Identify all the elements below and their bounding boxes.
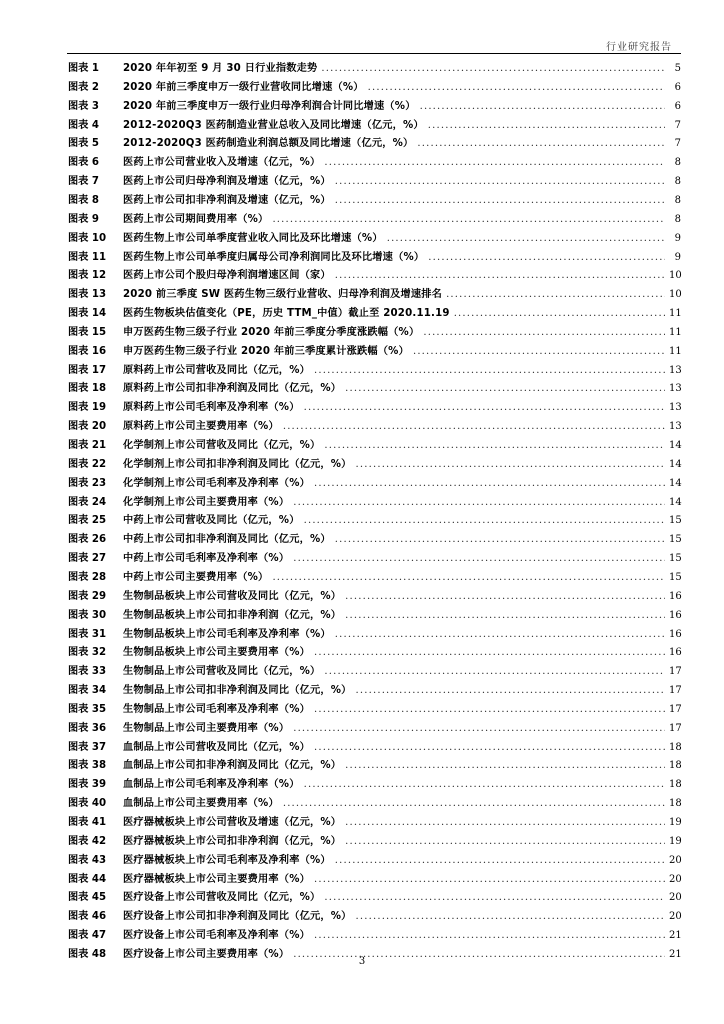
toc-entry-page: 14 [669,496,682,508]
toc-dot-leader [368,81,665,95]
toc-entry-title: 医疗器械板块上市公司毛利率及净利率（%） [123,854,331,866]
toc-entry-title: 2020 前三季度 SW 医药生物三级行业营收、归母净利润及增速排名 [123,289,443,301]
toc-dot-leader [335,175,665,189]
toc-entry-label: 图表 20 [68,421,107,433]
toc-entry-page: 14 [669,477,682,489]
toc-entry[interactable] [68,586,681,604]
toc-entry-label: 图表 29 [68,590,107,602]
toc-entry-page: 13 [669,421,682,433]
toc-entry-label: 图表 45 [68,892,107,904]
toc-entry-title: 2012-2020Q3 医药制造业利润总额及同比增速（亿元，%） [123,138,414,150]
toc-entry-page: 11 [669,326,682,338]
toc-entry-page: 19 [669,835,682,847]
toc-dot-leader [324,156,665,170]
toc-dot-leader [428,119,665,133]
toc-dot-leader [314,873,665,887]
toc-entry[interactable] [68,661,681,679]
toc-entry-title: 医疗设备上市公司主要费用率（%） [123,948,290,960]
toc-entry[interactable] [68,247,681,265]
toc-entry-page: 6 [674,100,681,112]
toc-entry-title: 医药上市公司期间费用率（%） [123,213,269,225]
toc-entry-label: 图表 23 [68,477,107,489]
toc-entry-label: 图表 1 [68,63,100,74]
toc-entry-title: 医药上市公司营业收入及增速（亿元，%） [123,157,321,169]
toc-entry[interactable] [68,265,681,283]
toc-entry[interactable] [68,152,681,170]
toc-entry-title: 化学制剂上市公司主要费用率（%） [123,496,290,508]
toc-entry-title: 医疗设备上市公司毛利率及净利率（%） [123,930,310,942]
toc-dot-leader [356,684,665,698]
toc-entry[interactable] [68,115,681,133]
toc-entry[interactable] [68,322,681,340]
toc-entry-title: 医药生物上市公司单季度营业收入同比及环比增速（%） [123,232,383,244]
toc-entry-page: 7 [674,138,681,150]
toc-entry-label: 图表 3 [68,100,100,112]
toc-entry-page: 16 [669,628,682,640]
toc-entry-page: 17 [669,685,682,697]
toc-entry[interactable] [68,473,681,491]
toc-dot-leader [314,703,665,717]
toc-entry-title: 原料药上市公司扣非净利润及同比（亿元，%） [123,383,342,395]
toc-entry-label: 图表 35 [68,703,107,715]
toc-dot-leader [321,62,665,76]
toc-entry[interactable] [68,492,681,510]
toc-dot-leader [293,496,665,510]
toc-entry-title: 血制品上市公司营收及同比（亿元，%） [123,741,310,753]
toc-entry[interactable] [68,58,681,76]
toc-entry[interactable] [68,925,681,943]
toc-entry-label: 图表 42 [68,835,107,847]
toc-entry-title: 2020 年前三季度申万一级行业营收同比增速（%） [123,81,364,93]
toc-entry[interactable] [68,209,681,227]
toc-entry-label: 图表 7 [68,176,100,188]
toc-entry-page: 16 [669,590,682,602]
toc-entry-page: 8 [674,213,681,225]
toc-entry-label: 图表 6 [68,157,100,169]
toc-entry-page: 18 [669,741,682,753]
toc-entry-label: 图表 39 [68,779,107,791]
toc-entry-page: 5 [674,63,681,74]
toc-entry[interactable] [68,77,681,95]
toc-entry-page: 17 [669,666,682,678]
toc-dot-leader [356,458,665,472]
toc-entry-label: 图表 43 [68,854,107,866]
toc-dot-leader [345,590,665,604]
toc-entry[interactable] [68,341,681,359]
toc-entry-page: 20 [669,873,682,885]
toc-entry[interactable] [68,303,681,321]
toc-entry-label: 图表 40 [68,798,107,810]
toc-entry-title: 血制品上市公司扣非净利润及同比（亿元，%） [123,760,342,772]
toc-entry-title: 申万医药生物三级子行业 2020 年前三季度分季度涨跌幅（%） [123,326,420,338]
toc-dot-leader [428,251,665,265]
toc-entry-title: 2020 年前三季度申万一级行业归母净利润合计同比增速（%） [123,100,416,112]
toc-entry[interactable] [68,360,681,378]
toc-entry[interactable] [68,869,681,887]
toc-entry-label: 图表 30 [68,609,107,621]
toc-dot-leader [272,571,665,585]
toc-entry-title: 医疗器械板块上市公司扣非净利润（亿元，%） [123,835,342,847]
toc-entry-page: 11 [669,345,682,357]
toc-entry-page: 17 [669,703,682,715]
toc-entry-label: 图表 27 [68,553,107,565]
toc-dot-leader [314,477,665,491]
toc-entry[interactable] [68,718,681,736]
toc-dot-leader [324,891,665,905]
toc-entry[interactable] [68,454,681,472]
toc-dot-leader [446,288,665,302]
toc-entry-title: 血制品上市公司毛利率及净利率（%） [123,779,300,791]
toc-entry-label: 图表 36 [68,722,107,734]
toc-entry[interactable] [68,284,681,302]
toc-entry-label: 图表 46 [68,911,107,923]
toc-dot-leader [293,722,665,736]
toc-dot-leader [314,929,665,943]
toc-entry-label: 图表 33 [68,666,107,678]
toc-entry-title: 原料药上市公司毛利率及净利率（%） [123,402,300,414]
report-type-header: 行业研究报告 [606,42,672,53]
toc-entry-page: 13 [669,383,682,395]
toc-dot-leader [335,854,665,868]
toc-entry[interactable] [68,228,681,246]
toc-entry-label: 图表 9 [68,213,100,225]
toc-entry-page: 20 [669,911,682,923]
toc-dot-leader [345,609,665,623]
toc-entry-title: 化学制剂上市公司扣非净利润及同比（亿元，%） [123,458,352,470]
toc-dot-leader [345,759,665,773]
toc-dot-leader [324,439,665,453]
toc-dot-leader [356,910,665,924]
toc-entry-page: 6 [674,81,681,93]
toc-entry[interactable] [68,812,681,830]
toc-entry-page: 17 [669,722,682,734]
toc-entry[interactable] [68,774,681,792]
toc-entry-page: 9 [674,232,681,244]
toc-entry-label: 图表 38 [68,760,107,772]
toc-entry[interactable] [68,850,681,868]
toc-entry-title: 原料药上市公司主要费用率（%） [123,421,279,433]
toc-entry-label: 图表 14 [68,308,107,320]
toc-entry[interactable] [68,397,681,415]
toc-entry[interactable] [68,378,681,396]
toc-entry-label: 图表 34 [68,685,107,697]
toc-entry-label: 图表 17 [68,364,107,376]
toc-entry-title: 医药生物板块估值变化（PE，历史 TTM_中值）截止至 2020.11.19 [123,308,450,320]
toc-entry[interactable] [68,755,681,773]
toc-entry[interactable] [68,699,681,717]
toc-dot-leader [345,816,665,830]
toc-entry-title: 2012-2020Q3 医药制造业营业总收入及同比增速（亿元，%） [123,119,424,131]
toc-dot-leader [314,646,665,660]
toc-entry-title: 医药上市公司扣非净利润及增速（亿元，%） [123,194,331,206]
toc-entry-title: 生物制品上市公司营收及同比（亿元，%） [123,666,321,678]
toc-entry[interactable] [68,133,681,151]
toc-dot-leader [304,514,665,528]
toc-entry[interactable] [68,435,681,453]
toc-entry-label: 图表 11 [68,251,107,263]
toc-entry-title: 医药上市公司归母净利润及增速（亿元，%） [123,176,331,188]
toc-entry[interactable] [68,96,681,114]
toc-dot-leader [413,345,665,359]
toc-entry-page: 10 [669,270,682,282]
toc-entry[interactable] [68,190,681,208]
toc-entry-page: 15 [669,571,682,583]
toc-entry-page: 16 [669,609,682,621]
toc-entry[interactable] [68,737,681,755]
page-number: 3 [358,956,366,967]
toc-entry-label: 图表 21 [68,440,107,451]
toc-entry-page: 13 [669,402,682,414]
toc-entry-label: 图表 5 [68,138,100,150]
toc-dot-leader [335,533,665,547]
toc-dot-leader [335,194,665,208]
toc-entry-title: 生物制品板块上市公司毛利率及净利率（%） [123,628,331,640]
toc-dot-leader [283,420,665,434]
toc-entry-label: 图表 25 [68,515,107,527]
toc-entry-page: 16 [669,647,682,659]
toc-entry-title: 中药上市公司毛利率及净利率（%） [123,553,290,565]
toc-dot-leader [283,797,665,811]
toc-entry-label: 图表 24 [68,496,107,508]
toc-entry-page: 14 [669,458,682,470]
toc-entry[interactable] [68,624,681,642]
toc-entry[interactable] [68,529,681,547]
toc-entry-page: 14 [669,440,682,451]
toc-entry-label: 图表 16 [68,345,107,357]
toc-entry-label: 图表 26 [68,534,107,546]
toc-entry[interactable] [68,831,681,849]
toc-entry-label: 图表 19 [68,402,107,414]
toc-entry-label: 图表 31 [68,628,107,640]
toc-entry-label: 图表 4 [68,119,100,131]
toc-dot-leader [345,382,665,396]
toc-entry-page: 19 [669,817,682,828]
toc-entry-label: 图表 44 [68,873,107,885]
toc-entry[interactable] [68,567,681,585]
toc-entry-page: 20 [669,854,682,866]
header-rule [67,53,681,54]
toc-entry-title: 生物制品板块上市公司主要费用率（%） [123,647,310,659]
toc-entry-label: 图表 10 [68,232,107,244]
toc-dot-leader [335,628,665,642]
toc-dot-leader [387,232,665,246]
toc-entry-label: 图表 22 [68,458,107,470]
toc-dot-leader [324,665,665,679]
toc-entry[interactable] [68,548,681,566]
toc-entry[interactable] [68,680,681,698]
toc-entry-title: 化学制剂上市公司营收及同比（亿元，%） [123,440,321,451]
toc-entry-title: 医疗器械板块上市公司主要费用率（%） [123,873,310,885]
toc-entry[interactable] [68,887,681,905]
toc-entry-label: 图表 48 [68,948,107,960]
toc-entry-title: 化学制剂上市公司毛利率及净利率（%） [123,477,310,489]
toc-entry-label: 图表 13 [68,289,107,301]
toc-entry[interactable] [68,416,681,434]
toc-dot-leader [293,552,665,566]
toc-entry[interactable] [68,605,681,623]
toc-entry-page: 8 [674,176,681,188]
toc-entry-title: 中药上市公司扣非净利润及同比（亿元，%） [123,534,331,546]
toc-entry-title: 中药上市公司主要费用率（%） [123,571,269,583]
toc-entry-title: 生物制品板块上市公司扣非净利润（亿元，%） [123,609,342,621]
toc-entry-label: 图表 15 [68,326,107,338]
toc-entry-title: 医药生物上市公司单季度归属母公司净利润同比及环比增速（%） [123,251,425,263]
toc-entry-page: 13 [669,364,682,376]
toc-entry-label: 图表 41 [68,817,107,828]
toc-entry-title: 申万医药生物三级子行业 2020 年前三季度累计涨跌幅（%） [123,345,409,357]
toc-entry-title: 医疗器械板块上市公司营收及增速（亿元，%） [123,817,342,828]
toc-entry-page: 7 [674,119,681,131]
toc-entry-page: 8 [674,157,681,169]
toc-dot-leader [420,100,665,114]
toc-entry-label: 图表 8 [68,194,100,206]
toc-entry-title: 医疗设备上市公司扣非净利润及同比（亿元，%） [123,911,352,923]
toc-entry-label: 图表 32 [68,647,107,659]
toc-entry-title: 原料药上市公司营收及同比（亿元，%） [123,364,310,376]
toc-entry-title: 中药上市公司营收及同比（亿元，%） [123,515,300,527]
toc-entry-title: 血制品上市公司主要费用率（%） [123,798,279,810]
toc-entry-label: 图表 18 [68,383,107,395]
toc-entry[interactable] [68,510,681,528]
toc-entry-page: 10 [669,289,682,301]
toc-entry-title: 生物制品板块上市公司营收及同比（亿元，%） [123,590,342,602]
toc-entry-page: 21 [669,948,682,960]
toc-entry-label: 图表 12 [68,270,107,282]
toc-entry-title: 生物制品上市公司毛利率及净利率（%） [123,703,310,715]
toc-dot-leader [423,326,665,340]
toc-entry-page: 8 [674,194,681,206]
toc-entry[interactable] [68,906,681,924]
toc-entry[interactable] [68,171,681,189]
toc-dot-leader [454,307,665,321]
toc-entry-page: 15 [669,534,682,546]
toc-dot-leader [345,835,665,849]
toc-entry-page: 18 [669,798,682,810]
toc-dot-leader [417,137,665,151]
toc-dot-leader [314,741,665,755]
toc-entry-title: 医药上市公司个股归母净利润增速区间（家） [123,270,331,282]
toc-entry-label: 图表 47 [68,930,107,942]
toc-entry-label: 图表 2 [68,81,100,93]
toc-entry-page: 21 [669,930,682,942]
toc-entry[interactable] [68,642,681,660]
toc-entry-title: 生物制品上市公司主要费用率（%） [123,722,290,734]
toc-entry-title: 2020 年年初至 9 月 30 日行业指数走势 [123,63,318,74]
toc-dot-leader [304,778,665,792]
toc-entry[interactable] [68,793,681,811]
toc-dot-leader [304,401,665,415]
toc-entry-title: 医疗设备上市公司营收及同比（亿元，%） [123,892,321,904]
toc-entry-page: 9 [674,251,681,263]
toc-entry-page: 15 [669,553,682,565]
toc-dot-leader [314,364,665,378]
toc-dot-leader [272,213,665,227]
toc-entry-page: 18 [669,779,682,791]
toc-entry-page: 18 [669,760,682,772]
toc-entry-page: 15 [669,515,682,527]
toc-entry-page: 11 [669,308,682,320]
toc-entry-page: 20 [669,892,682,904]
toc-dot-leader [335,269,665,283]
toc-entry-title: 生物制品上市公司扣非净利润及同比（亿元，%） [123,685,352,697]
toc-entry-label: 图表 37 [68,741,107,753]
toc-entry-label: 图表 28 [68,571,107,583]
